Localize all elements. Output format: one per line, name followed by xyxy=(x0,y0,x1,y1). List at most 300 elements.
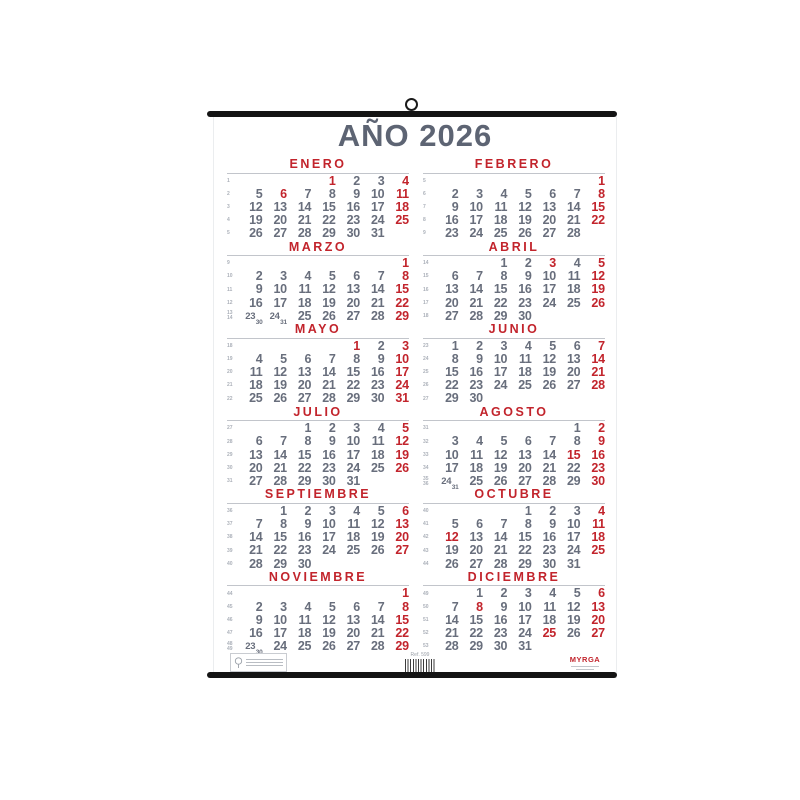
day-cell: 29 xyxy=(346,391,360,406)
month-junio xyxy=(423,323,605,406)
day-cell: 18 xyxy=(395,199,409,214)
day-cell: 5 xyxy=(549,338,556,353)
day-cell: 23 xyxy=(542,543,556,558)
day-cell: 25 xyxy=(346,543,360,558)
day-cell: 13 xyxy=(567,351,581,366)
day-cell: 19 xyxy=(273,378,287,393)
week-number: 2 xyxy=(227,190,230,197)
day-cell: 21 xyxy=(273,460,287,475)
day-cell: 13 xyxy=(518,447,532,462)
day-cell: 19 xyxy=(518,213,532,228)
week-number: 11 xyxy=(227,286,233,293)
day-cell: 24 xyxy=(542,295,556,310)
week-number: 37 xyxy=(227,521,233,528)
day-cell: 26 xyxy=(493,474,508,489)
day-cell: 16 xyxy=(346,199,360,214)
day-cell: 29 xyxy=(469,639,483,654)
month-title: ENERO xyxy=(289,157,347,171)
day-cell: 26 xyxy=(445,556,459,571)
week-row xyxy=(423,558,605,571)
month-title: FEBRERO xyxy=(474,157,554,171)
day-cell: 17 xyxy=(346,447,360,462)
empty-day-cell xyxy=(336,587,360,600)
day-cell: 4 xyxy=(549,586,556,601)
day-cell: 8 xyxy=(598,186,605,201)
day-cell: 23 xyxy=(371,378,385,393)
day-cell: 2 xyxy=(476,338,483,353)
day-cell: 14 xyxy=(371,282,385,297)
day-cell: 30 xyxy=(493,639,508,654)
empty-day-cell xyxy=(360,587,384,600)
week-number: 20 xyxy=(227,369,233,376)
week-number: 14 xyxy=(423,260,429,267)
day-cell: 28 xyxy=(297,226,312,241)
week-number: 4 xyxy=(227,217,230,224)
day-cell: 17 xyxy=(567,530,581,545)
day-cell: 3 xyxy=(500,338,508,353)
week-number: 9 xyxy=(423,230,426,237)
year-title: AÑO 2026 xyxy=(337,118,493,153)
day-cell: 17 xyxy=(371,199,385,214)
empty-day-cell xyxy=(311,340,335,353)
day-cell: 15 xyxy=(567,447,581,462)
day-cell: 26 xyxy=(371,543,385,558)
day-cell: 17 xyxy=(493,365,508,380)
day-cell: 9 xyxy=(328,434,336,449)
day-cell: 22 xyxy=(395,295,409,310)
brand-tagline-2 xyxy=(576,669,594,671)
day-cell: 31 xyxy=(395,391,409,406)
day-cell: 24 xyxy=(346,460,360,475)
day-cell: 12 xyxy=(518,199,532,214)
empty-day-cell xyxy=(580,392,604,405)
day-cell: 12 xyxy=(542,351,556,366)
day-cell: 11 xyxy=(396,186,409,201)
month-title: NOVIEMBRE xyxy=(268,569,368,584)
day-cell: 15 xyxy=(395,282,409,297)
day-cell: 27 xyxy=(297,391,312,406)
day-cell: 26 xyxy=(249,226,263,241)
day-cell: 6 xyxy=(451,269,459,284)
week-number: 31 xyxy=(227,478,233,485)
month-title: ABRIL xyxy=(488,239,540,254)
day-cell: 10 xyxy=(469,199,483,214)
day-cell: 24 xyxy=(371,213,385,228)
month-mayo xyxy=(227,323,409,406)
week-number: 44 xyxy=(423,560,429,567)
day-cell: 14 xyxy=(371,612,385,627)
day-cell: 14 xyxy=(469,282,483,297)
week-row xyxy=(227,558,409,571)
day-cell: 30 xyxy=(518,308,532,323)
day-cell: 12 xyxy=(395,434,409,449)
week-row xyxy=(227,175,409,188)
day-cell: 7 xyxy=(549,434,556,449)
day-cell: 25 xyxy=(371,460,385,475)
day-cell: 15 xyxy=(493,282,508,297)
day-cell: 16 xyxy=(469,365,483,380)
month-enero xyxy=(227,158,409,241)
week-row xyxy=(423,474,605,492)
day-cell: 15 xyxy=(322,199,336,214)
day-cell: 8 xyxy=(476,599,483,614)
day-cell: 28 xyxy=(567,226,581,241)
day-cell: 3 xyxy=(476,186,483,201)
day-cell: 17 xyxy=(542,282,556,297)
day-cell: 25 xyxy=(249,391,263,406)
day-cell: 20 xyxy=(395,530,409,545)
month-diciembre xyxy=(423,571,605,654)
day-cell: 10 xyxy=(346,434,360,449)
day-cell: 8 xyxy=(573,434,581,449)
empty-day-cell xyxy=(384,558,408,571)
day-cell: 15 xyxy=(445,365,459,380)
day-cell: 23 xyxy=(346,213,360,228)
month-title: AGOSTO xyxy=(479,404,549,419)
day-cell: 30 xyxy=(542,556,556,571)
month-title: DICIEMBRE xyxy=(467,569,561,584)
empty-day-cell xyxy=(262,340,286,353)
ref-label: Ref. 599 xyxy=(410,652,430,658)
brand-tagline xyxy=(571,666,599,668)
week-row xyxy=(227,449,409,462)
month-abril xyxy=(423,241,605,324)
week-number: 18 xyxy=(423,312,429,319)
day-cell: 11 xyxy=(592,517,605,532)
cert-fine-print xyxy=(246,657,283,668)
week-number: 17 xyxy=(423,299,429,306)
day-cell: 11 xyxy=(298,282,312,297)
day-cell: 20 xyxy=(346,295,360,310)
day-cell: 25 xyxy=(297,639,312,654)
day-cell-combined: $^{23}_{30}$ xyxy=(245,310,263,326)
day-cell: 4 xyxy=(304,599,312,614)
month-marzo xyxy=(227,241,409,324)
day-cell: 18 xyxy=(249,378,263,393)
week-row xyxy=(423,544,605,557)
day-cell: 6 xyxy=(255,434,263,449)
day-cell: 19 xyxy=(567,612,581,627)
day-cell: 9 xyxy=(500,599,508,614)
day-cell: 12 xyxy=(249,199,263,214)
empty-day-cell xyxy=(262,175,286,188)
day-cell: 28 xyxy=(322,391,336,406)
week-number: 30 xyxy=(227,464,233,471)
empty-day-cell xyxy=(384,475,408,488)
day-cell: 14 xyxy=(297,199,312,214)
week-number: 42 xyxy=(423,534,429,541)
day-cell: 2 xyxy=(451,186,459,201)
day-cell: 23 xyxy=(445,226,459,241)
day-cell: 4 xyxy=(573,256,581,271)
week-number: 12 xyxy=(227,299,233,306)
day-cell: 4 xyxy=(500,186,508,201)
day-cell: 18 xyxy=(297,626,312,641)
week-number: 49 xyxy=(423,590,429,597)
day-cell: 9 xyxy=(353,186,360,201)
empty-day-cell xyxy=(238,175,262,188)
day-cell: 29 xyxy=(395,639,409,654)
day-cell: 3 xyxy=(280,269,287,284)
month-octubre xyxy=(423,488,605,571)
day-cell: 26 xyxy=(273,391,287,406)
day-cell: 24 xyxy=(395,378,409,393)
day-cell: 29 xyxy=(567,474,581,489)
day-cell: 30 xyxy=(591,474,605,489)
day-cell: 11 xyxy=(347,517,360,532)
day-cell: 20 xyxy=(346,626,360,641)
day-cell: 3 xyxy=(402,338,409,353)
day-cell: 1 xyxy=(500,256,508,271)
day-cell: 11 xyxy=(567,269,581,284)
month-divider xyxy=(227,585,409,586)
week-row xyxy=(227,601,409,614)
day-cell: 26 xyxy=(518,226,532,241)
day-cell: 21 xyxy=(371,626,385,641)
day-cell: 29 xyxy=(395,308,409,323)
week-number: 18 xyxy=(227,342,233,349)
day-cell: 1 xyxy=(524,503,532,518)
day-cell: 10 xyxy=(322,517,336,532)
brand-name: MYRGA xyxy=(569,654,601,664)
day-cell: 19 xyxy=(322,626,336,641)
day-cell: 19 xyxy=(493,460,508,475)
day-cell: 5 xyxy=(451,517,459,532)
day-cell: 14 xyxy=(322,365,336,380)
day-cell: 2 xyxy=(328,421,336,436)
day-cell: 29 xyxy=(273,556,287,571)
day-cell: 7 xyxy=(451,599,459,614)
week-row xyxy=(227,544,409,557)
day-cell: 6 xyxy=(304,351,312,366)
week-number: 45 xyxy=(227,603,233,610)
barcode-icon xyxy=(405,659,435,672)
day-cell: 17 xyxy=(445,460,459,475)
day-cell: 14 xyxy=(542,447,556,462)
day-cell: 26 xyxy=(567,626,581,641)
day-cell: 10 xyxy=(395,351,409,366)
day-cell: 8 xyxy=(402,599,409,614)
month-title: JULIO xyxy=(293,404,343,419)
day-cell: 1 xyxy=(304,421,312,436)
day-cell: 16 xyxy=(445,213,459,228)
week-number: 50 xyxy=(423,603,429,610)
day-cell: 28 xyxy=(273,474,287,489)
day-cell: 9 xyxy=(451,199,459,214)
day-cell: 28 xyxy=(445,639,459,654)
day-cell: 27 xyxy=(518,474,532,489)
day-cell: 14 xyxy=(445,612,459,627)
week-number: 34 xyxy=(423,464,429,471)
week-number: 46 xyxy=(227,616,233,623)
week-row xyxy=(423,640,605,653)
week-number: 27 xyxy=(227,425,233,432)
day-cell: 21 xyxy=(591,365,605,380)
paper-certification-stamp xyxy=(230,653,287,672)
week-row xyxy=(423,283,605,296)
day-cell: 26 xyxy=(322,639,336,654)
empty-day-cell xyxy=(287,587,311,600)
day-cell: 22 xyxy=(518,543,532,558)
week-row xyxy=(227,340,409,353)
day-cell: 9 xyxy=(524,269,532,284)
month-septiembre xyxy=(227,488,409,571)
week-row xyxy=(227,308,409,326)
week-number: 5 xyxy=(423,177,426,184)
week-number: 3 xyxy=(227,203,230,210)
day-cell: 24 xyxy=(518,626,532,641)
week-number: 36 xyxy=(227,507,233,514)
day-cell: 3 xyxy=(524,586,532,601)
week-row xyxy=(423,435,605,448)
brand-logo xyxy=(568,656,602,671)
month-title: MAYO xyxy=(294,322,342,337)
day-cell: 17 xyxy=(273,295,287,310)
month-noviembre xyxy=(227,569,409,657)
day-cell: 27 xyxy=(346,308,360,323)
day-cell: 6 xyxy=(476,517,483,532)
day-cell: 1 xyxy=(476,586,483,601)
week-number: 22 xyxy=(227,395,233,402)
day-cell: 9 xyxy=(476,351,483,366)
day-cell: 30 xyxy=(371,391,385,406)
week-number: 44 xyxy=(227,590,233,597)
day-cell: 1 xyxy=(598,173,605,188)
week-number: 51 xyxy=(423,616,429,623)
day-cell: 6 xyxy=(549,186,556,201)
day-cell: 3 xyxy=(377,173,385,188)
day-cell: 29 xyxy=(518,556,532,571)
week-number: 32 xyxy=(423,438,429,445)
week-number: 15 xyxy=(423,273,429,280)
week-row xyxy=(227,392,409,405)
day-cell: 27 xyxy=(346,639,360,654)
week-number: 38 xyxy=(227,534,233,541)
day-cell: 11 xyxy=(518,351,532,366)
day-cell: 2 xyxy=(549,503,556,518)
day-cell: 19 xyxy=(249,213,263,228)
week-number: 19 xyxy=(227,355,233,362)
day-cell: 21 xyxy=(445,626,459,641)
day-cell: 16 xyxy=(322,447,336,462)
day-cell: 24 xyxy=(322,543,336,558)
empty-day-cell xyxy=(238,587,262,600)
day-cell: 8 xyxy=(280,517,287,532)
month-title: SEPTIEMBRE xyxy=(264,487,372,502)
day-cell: 8 xyxy=(524,517,532,532)
day-cell: 16 xyxy=(542,530,556,545)
week-row xyxy=(227,435,409,448)
day-cell: 12 xyxy=(371,517,385,532)
day-cell: 17 xyxy=(469,213,483,228)
empty-day-cell xyxy=(532,640,556,653)
week-row xyxy=(227,475,409,488)
day-cell: 2 xyxy=(353,173,360,188)
month-title: MARZO xyxy=(288,239,348,254)
day-cell: 18 xyxy=(371,447,385,462)
empty-day-cell xyxy=(556,310,580,323)
day-cell: 12 xyxy=(567,599,581,614)
day-cell: 21 xyxy=(469,295,483,310)
day-cell: 22 xyxy=(297,460,312,475)
day-cell: 4 xyxy=(598,503,605,518)
day-cell: 28 xyxy=(371,639,385,654)
empty-day-cell xyxy=(556,640,580,653)
week-number: 23 xyxy=(423,342,429,349)
week-number: 5 xyxy=(227,230,230,237)
day-cell: 28 xyxy=(249,556,263,571)
day-cell: 3 xyxy=(451,434,459,449)
day-cell: 16 xyxy=(249,626,263,641)
day-cell: 12 xyxy=(445,530,459,545)
empty-day-cell xyxy=(507,175,531,188)
day-cell: 2 xyxy=(304,503,312,518)
day-cell: 6 xyxy=(353,599,360,614)
week-number: 27 xyxy=(423,395,429,402)
day-cell: 10 xyxy=(567,517,581,532)
day-cell: 10 xyxy=(273,282,287,297)
day-cell: 30 xyxy=(297,556,312,571)
day-cell: 13 xyxy=(395,517,409,532)
day-cell: 1 xyxy=(451,338,459,353)
day-cell: 9 xyxy=(377,351,385,366)
day-cell: 28 xyxy=(591,378,605,393)
day-cell: 5 xyxy=(402,421,409,436)
day-cell: 21 xyxy=(542,460,556,475)
day-cell: 3 xyxy=(280,599,287,614)
day-cell: 20 xyxy=(297,378,312,393)
day-cell: 16 xyxy=(371,365,385,380)
bottom-hanger-rail xyxy=(207,672,617,678)
barcode-block xyxy=(397,652,443,672)
day-cell: 4 xyxy=(402,173,409,188)
empty-day-cell xyxy=(507,392,531,405)
week-number: 25 xyxy=(423,369,429,376)
day-cell: 10 xyxy=(493,351,508,366)
day-cell: 28 xyxy=(542,474,556,489)
day-cell: 27 xyxy=(395,543,409,558)
day-cell: 22 xyxy=(591,213,605,228)
day-cell: 27 xyxy=(445,308,459,323)
week-row xyxy=(423,310,605,323)
day-cell: 22 xyxy=(567,460,581,475)
week-number: 7 xyxy=(423,203,426,210)
month-julio xyxy=(227,406,409,489)
day-cell: 5 xyxy=(500,434,508,449)
day-cell: 31 xyxy=(518,639,532,654)
day-cell: 27 xyxy=(542,226,556,241)
day-cell: 19 xyxy=(445,543,459,558)
week-row xyxy=(227,639,409,657)
day-cell: 8 xyxy=(451,351,459,366)
day-cell: 12 xyxy=(322,612,336,627)
day-cell: 5 xyxy=(524,186,532,201)
day-cell: 9 xyxy=(549,517,556,532)
day-cell: 15 xyxy=(346,365,360,380)
day-cell: 13 xyxy=(542,199,556,214)
day-cell: 21 xyxy=(297,213,312,228)
day-cell: 25 xyxy=(518,378,532,393)
day-cell: 25 xyxy=(493,226,508,241)
day-cell: 25 xyxy=(395,213,409,228)
day-cell: 23 xyxy=(322,460,336,475)
day-cell: 27 xyxy=(567,378,581,393)
day-cell: 18 xyxy=(567,282,581,297)
day-cell: 4 xyxy=(476,434,483,449)
day-cell: 22 xyxy=(273,543,287,558)
day-cell: 5 xyxy=(328,269,336,284)
day-cell: 17 xyxy=(273,626,287,641)
